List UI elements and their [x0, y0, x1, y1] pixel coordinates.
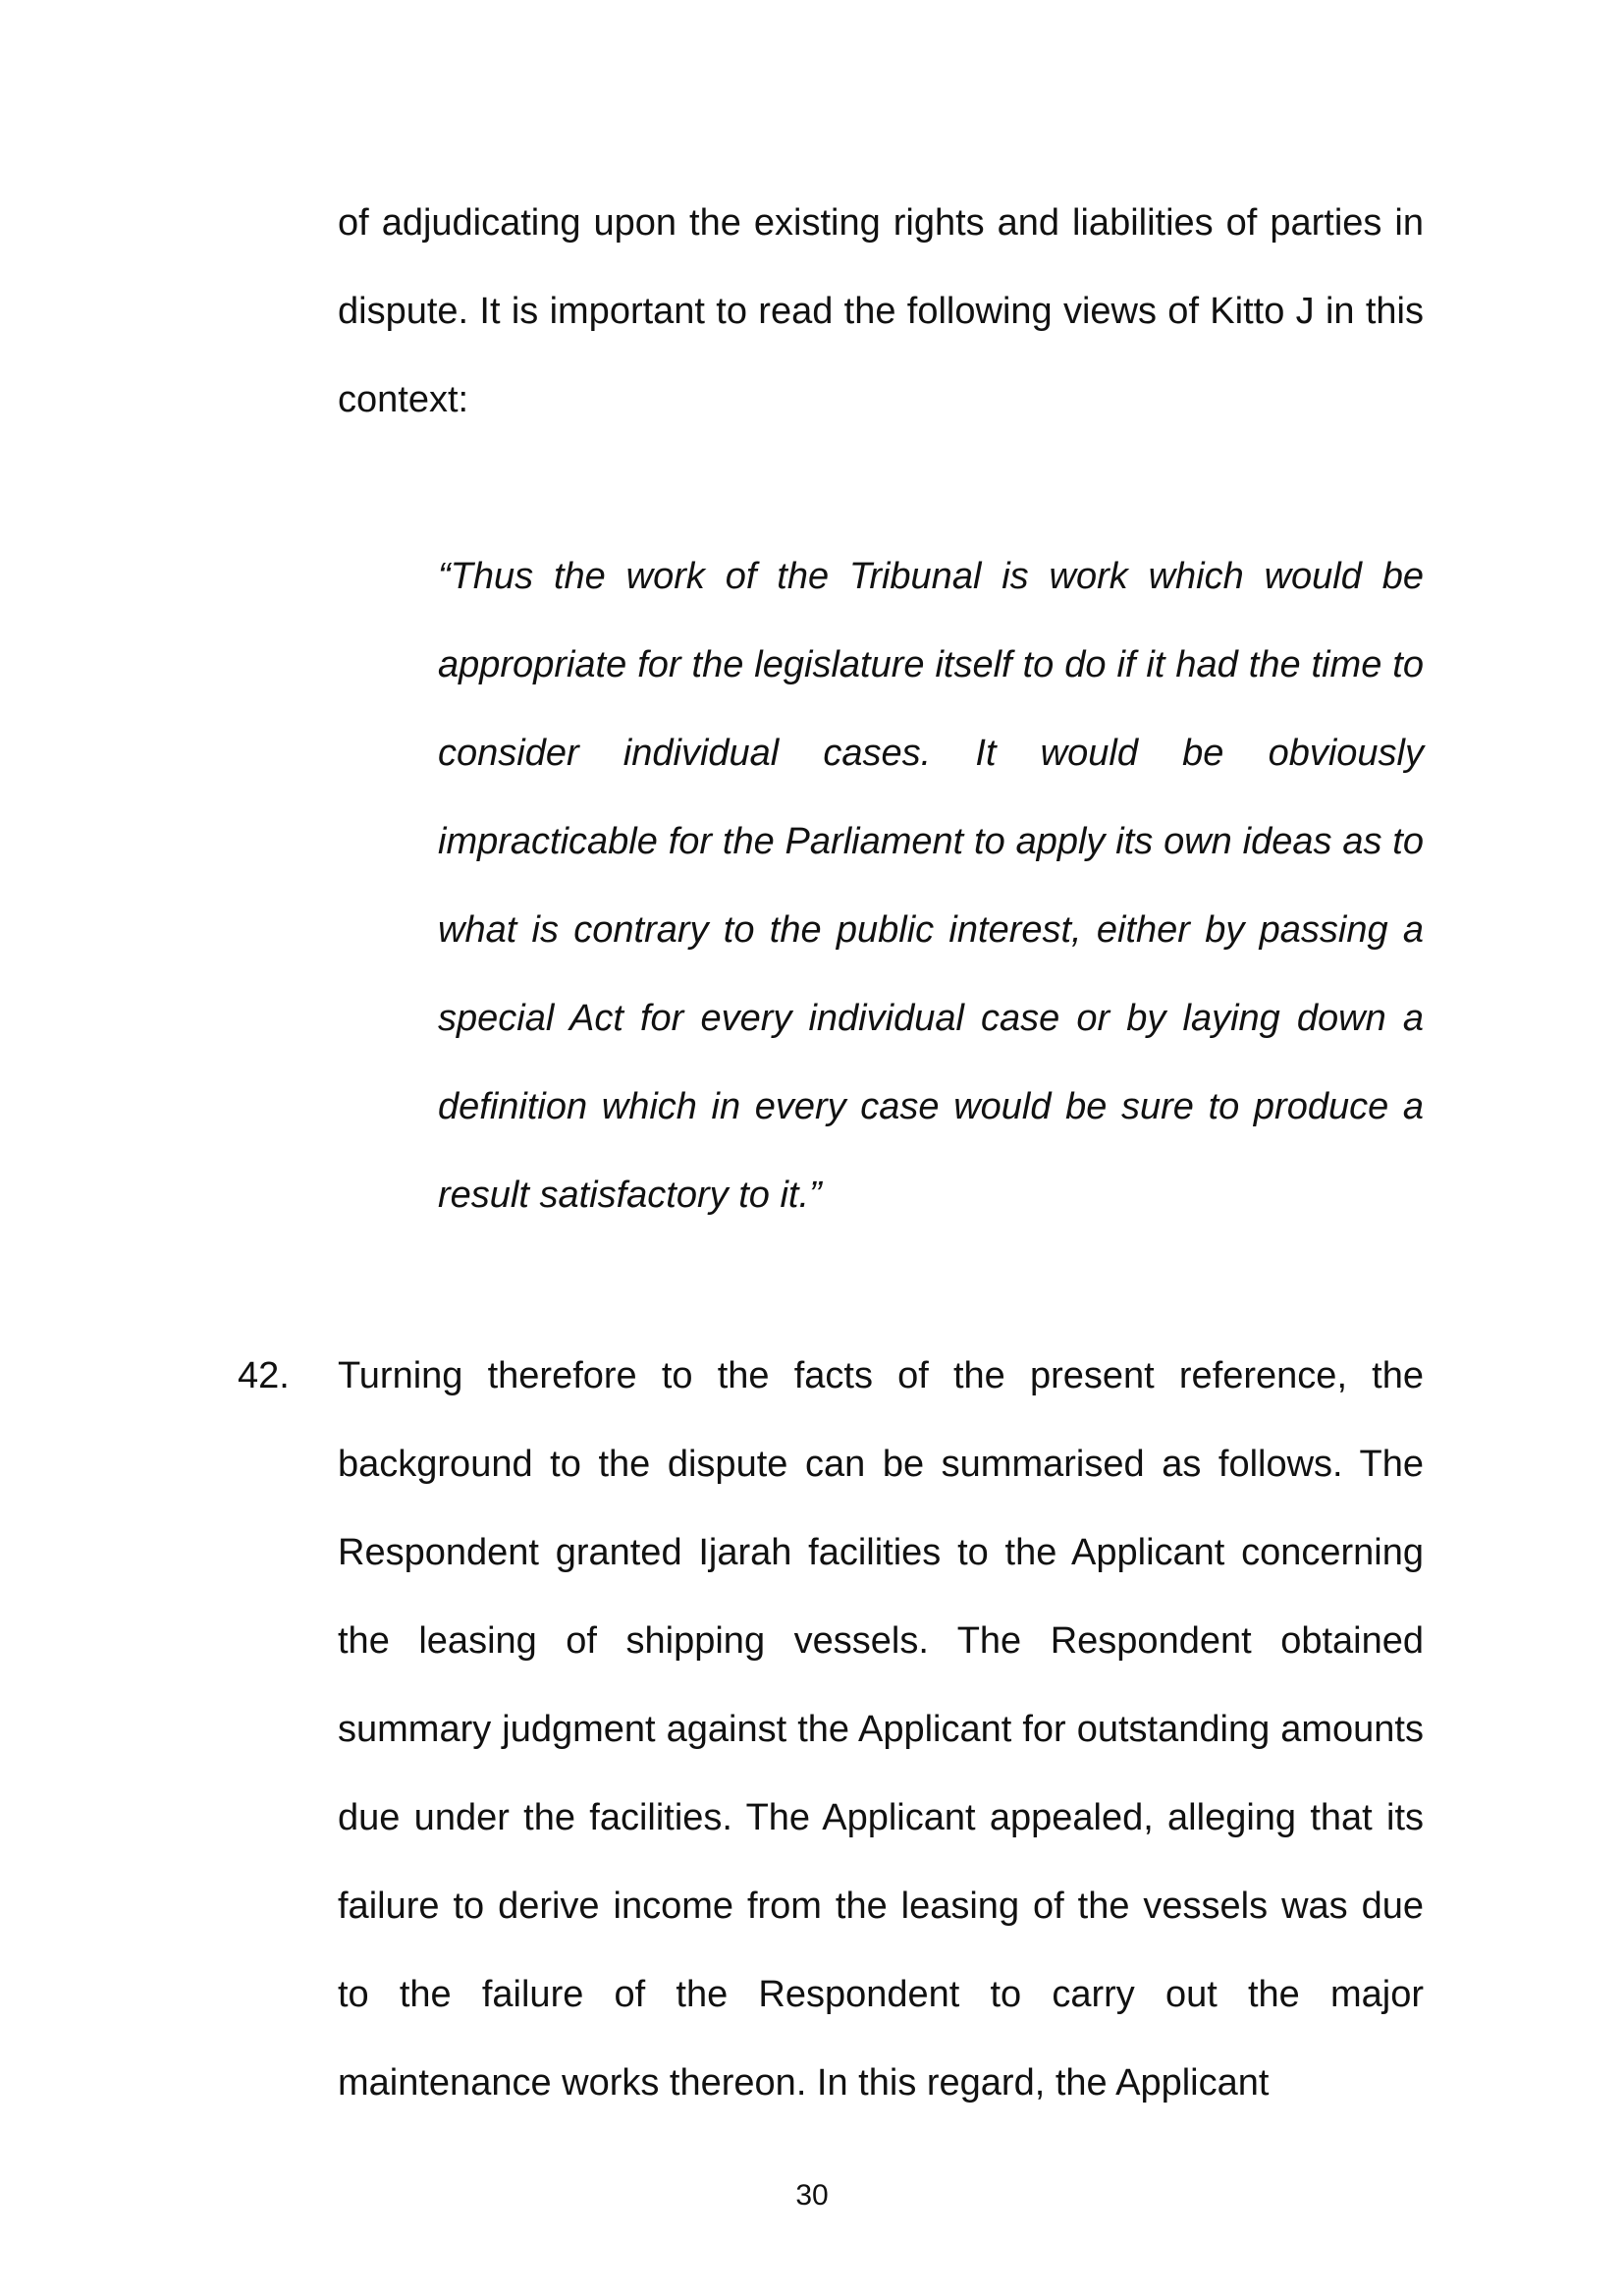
- intro-paragraph: of adjudicating upon the existing rights and liabilities of parties in dispute. It is important to read the following views of Kitto J in this context:: [338, 202, 1424, 420]
- paragraph-42-text: Turning therefore to the facts of the present reference, the background to the dispute can be summarised as follows. The Respondent granted Ijarah facilities to the Applicant concerning the leasing of shipping vessels. The Respondent obtained summary judgment against the Applicant for outstanding amounts due under the facilities. The Applicant appealed, alleging that its failure to derive income from the leasing of the vessels was due to the failure of the Respondent to carry out the major maintenance works thereon. In this regard, the Applicant: [338, 1355, 1424, 2104]
- kitto-j-quote: “Thus the work of the Tribunal is work which would be appropriate for the legislature itself to do if it had the time to consider individual cases. It would be obviously impracticable for the Parliament to apply its own ideas as to what is contrary to the public interest, either by passing a special Act for every individual case or by laying down a definition which in every case would be sure to produce a result satisfactory to it.”: [438, 556, 1424, 1216]
- paragraph-number-42: 42.: [238, 1355, 290, 1396]
- page-number: 30: [795, 2179, 829, 2212]
